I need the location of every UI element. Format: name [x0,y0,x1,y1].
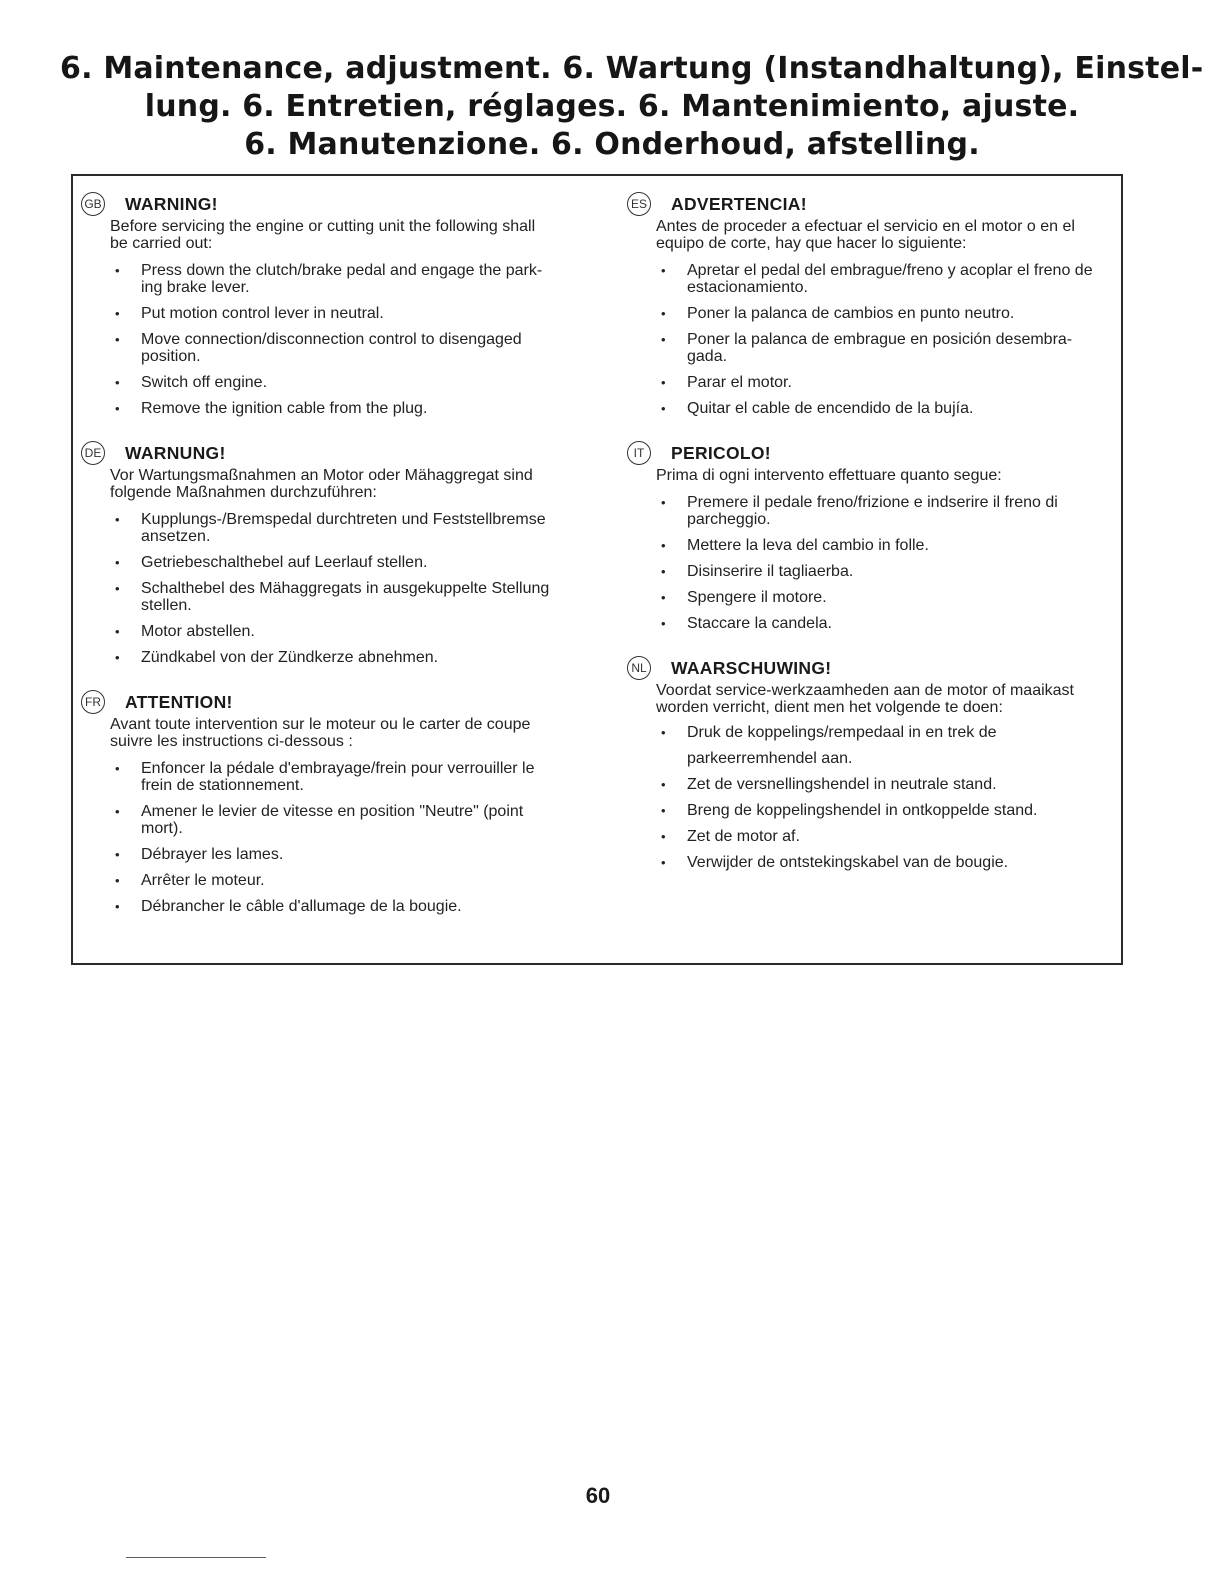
section-header [81,439,556,467]
section-fr [81,688,556,915]
right-column [627,190,1112,898]
list-item: • Breng de koppelingshendel in ontkoppelde stand. [656,798,1112,824]
warning-heading: WAARSCHUWING! [671,657,832,678]
section-header [81,688,556,716]
list-item: • Arrêter le moteur. [110,872,556,889]
warning-heading: ATTENTION! [125,691,233,712]
instruction-list [110,760,556,915]
list-item: • Zet de versnellingshendel in neutrale stand. [656,772,1112,798]
language-badge-fr: FR [81,690,105,714]
list-item: • Switch off engine. [110,374,556,391]
section-header [627,190,1112,218]
intro-text: Vor Wartungsmaßnahmen an Motor oder Mähaggregat sind folgende Maßnahmen durchzuführen: [110,467,533,501]
list-item: • Apretar el pedal del embrague/freno y acoplar el freno de estacionamiento. [656,262,1112,296]
instruction-list [110,262,556,417]
list-item: • Getriebeschalthebel auf Leerlauf stellen. [110,554,556,571]
title-line-3: 6. Manutenzione. 6. Onderhoud, afstelling. [244,127,980,162]
list-item: • Premere il pedale freno/frizione e indserire il freno di parcheggio. [656,494,1112,528]
list-item: • Poner la palanca de cambios en punto neutro. [656,305,1112,322]
page-title [60,50,1204,164]
language-badge-gb: GB [81,192,105,216]
section-es [627,190,1112,417]
list-item: • Débrancher le câble d'allumage de la bougie. [110,898,556,915]
list-item: • Spengere il motore. [656,589,1112,606]
left-column [81,190,556,937]
instruction-list [110,511,556,666]
intro-text: Prima di ogni intervento effettuare quanto segue: [656,467,1002,484]
list-item: • Press down the clutch/brake pedal and engage the park-ing brake lever. [110,262,556,296]
section-gb [81,190,556,417]
warning-heading: ADVERTENCIA! [671,193,807,214]
list-item: • Druk de koppelings/rempedaal in en trek de parkeerremhendel aan. [656,720,1112,772]
warning-heading: WARNING! [125,193,218,214]
section-header [81,190,556,218]
list-item: • Mettere la leva del cambio in folle. [656,537,1112,554]
instruction-list [656,262,1112,417]
list-item: • Move connection/disconnection control to disengaged position. [110,331,556,365]
section-header [627,654,1112,682]
list-item: • Remove the ignition cable from the plug. [110,400,556,417]
language-badge-nl: NL [627,656,651,680]
warning-box [71,174,1123,965]
list-item: • Motor abstellen. [110,623,556,640]
list-item: • Disinserire il tagliaerba. [656,563,1112,580]
section-de [81,439,556,666]
language-badge-it: IT [627,441,651,465]
title-line-2: lung. 6. Entretien, réglages. 6. Mantenimiento, ajuste. [144,89,1080,124]
list-item: • Parar el motor. [656,374,1112,391]
warning-heading: PERICOLO! [671,442,771,463]
section-it [627,439,1112,632]
section-header [627,439,1112,467]
list-item: • Put motion control lever in neutral. [110,305,556,322]
section-nl [627,654,1112,876]
list-item: • Quitar el cable de encendido de la bujía. [656,400,1112,417]
list-item: • Staccare la candela. [656,615,1112,632]
list-item: • Zündkabel von der Zündkerze abnehmen. [110,649,556,666]
language-badge-de: DE [81,441,105,465]
footer-rule [126,1557,266,1558]
title-line-1: 6. Maintenance, adjustment. 6. Wartung (Instandhaltung), Einstel- [60,51,1204,86]
instruction-list [656,720,1112,876]
list-item: • Verwijder de ontstekingskabel van de bougie. [656,850,1112,876]
list-item: • Zet de motor af. [656,824,1112,850]
intro-text: Antes de proceder a efectuar el servicio en el motor o en el equipo de corte, hay que hacer lo siguiente: [656,218,1075,252]
list-item: • Poner la palanca de embrague en posición desembra-gada. [656,331,1112,365]
page-number: 60 [585,1483,611,1508]
list-item: • Kupplungs-/Bremspedal durchtreten und Feststellbremse ansetzen. [110,511,556,545]
warning-heading: WARNUNG! [125,442,226,463]
intro-text: Before servicing the engine or cutting unit the following shall be carried out: [110,218,536,252]
language-badge-es: ES [627,192,651,216]
list-item: • Enfoncer la pédale d'embrayage/frein pour verrouiller le frein de stationnement. [110,760,556,794]
intro-text: Voordat service-werkzaamheden aan de motor of maaikast worden verricht, dient men het volgende te doen: [656,682,1074,716]
list-item: • Débrayer les lames. [110,846,556,863]
list-item: • Amener le levier de vitesse en position "Neutre" (point mort). [110,803,556,837]
list-item: • Schalthebel des Mähaggregats in ausgekuppelte Stellung stellen. [110,580,556,614]
intro-text: Avant toute intervention sur le moteur ou le carter de coupe suivre les instructions ci-dessous : [110,716,531,750]
instruction-list [656,494,1112,632]
